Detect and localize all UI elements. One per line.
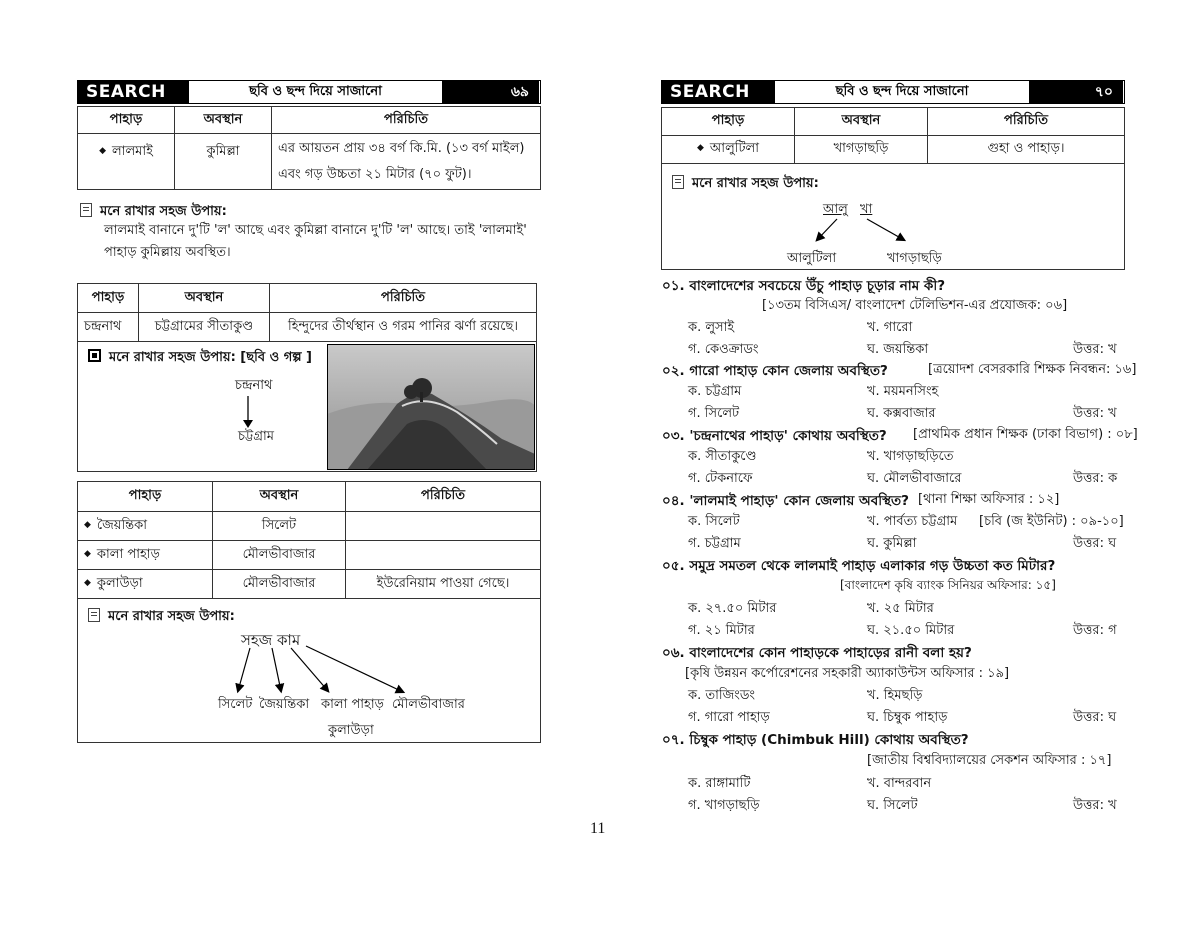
answer: উত্তর: গ [1073,623,1117,638]
option: গ. খাগড়াছড়ি [688,798,760,813]
cell-hill [78,541,213,570]
mnemonic-word: আলু [823,202,848,217]
answer: উত্তর: ঘ [1073,536,1117,551]
mnemonic-target: আলুটিলা [787,251,837,266]
option: গ. কেওক্রাডং [688,342,759,357]
hill-name: কালা পাহাড় [96,546,160,562]
cell-location: চট্টগ্রামের সীতাকুণ্ড [139,313,270,342]
memory-tip-box-chandranath [77,341,537,472]
cell-location: সিলেট [213,512,346,541]
mnemonic-root-word: সহজ কাম [241,631,301,649]
col-header-info: পরিচিতি [346,482,541,512]
cell-info [346,541,541,570]
option: ঘ. ২১.৫০ মিটার [867,623,955,638]
question-source: [১৩তম বিসিএস/ বাংলাদেশ টেলিভিশন-এর প্রযোজক: ০৬] [762,298,1068,313]
option: ঘ. মৌলভীবাজারে [867,471,962,486]
answer: উত্তর: খ [1073,798,1117,813]
mnemonic-top-word: চন্দ্রনাথ [235,378,273,393]
option: গ. টেকনাফে [688,471,753,486]
tip-text: লালমাই বানানে দু'টি 'ল' আছে এবং কুমিল্লা বানানে দু'টি 'ল' আছে। তাই 'লালমাই' [104,223,527,238]
cell-info [346,512,541,541]
cell-hill [78,134,175,190]
hill-photo [327,344,535,470]
question-text: ০৩. 'চন্দ্রনাথের পাহাড়' কোথায় অবস্থিত? [662,428,887,444]
col-header-hill: পাহাড় [78,482,213,512]
diamond-bullet-icon [84,518,97,533]
note-icon [80,203,92,217]
question-source: [প্রাথমিক প্রধান শিক্ষক (ঢাকা বিভাগ) : ০৮] [913,427,1138,442]
tip-title: মনে রাখার সহজ উপায়: [692,176,819,191]
tip-text: পাহাড় কুমিল্লায় অবস্থিত। [104,245,231,260]
mnemonic-last-word: কুলাউড়া [328,723,374,738]
chapter-title: ছবি ও ছন্দ দিয়ে সাজানো [188,81,442,103]
question-text: ০৪. 'লালমাই পাহাড়' কোন জেলায় অবস্থিত? [662,493,909,509]
diamond-bullet-icon [697,141,710,156]
hill-name: কুলাউড়া [96,575,143,591]
tip-title: মনে রাখার সহজ উপায়: [100,204,227,219]
diamond-bullet-icon [84,576,97,591]
right-header-bar [661,80,1125,104]
question-source: [কৃষি উন্নয়ন কর্পোরেশনের সহকারী অ্যাকাউন্টস অফিসার : ১৯] [685,666,1010,681]
hill-table-alutila [661,107,1125,164]
tip-title: মনে রাখার সহজ উপায়: [108,609,235,624]
option: ক. সীতাকুণ্ডে [688,449,757,464]
page-number-label: ৭০ [1029,81,1123,103]
col-header-location: অবস্থান [795,108,928,136]
option: ক. লুসাই [688,320,735,335]
col-header-info: পরিচিতি [270,284,537,313]
option: খ. খাগড়াছড়িতে [867,449,954,464]
option: ক. রাঙ্গামাটি [688,776,751,791]
question-text: ০১. বাংলাদেশের সবচেয়ে উঁচু পাহাড় চূড়ার নাম কী? [662,278,946,294]
mnemonic-target: জৈয়ন্তিকা [259,697,310,712]
answer: উত্তর: ক [1073,471,1118,486]
option: ক. তাজিংডং [688,688,755,703]
memory-tip-box-alutila [661,164,1125,270]
cell-location: মৌলভীবাজার [213,570,346,599]
option: ঘ. সিলেট [867,798,918,813]
answer: উত্তর: ঘ [1073,710,1117,725]
question-source: [জাতীয় বিশ্ববিদ্যালয়ের সেকশন অফিসার : ১৭] [867,753,1112,768]
option: খ. ময়মনসিংহ [867,384,939,399]
col-header-hill: পাহাড় [662,108,795,136]
mnemonic-target: মৌলভীবাজার [392,697,465,712]
cell-info: হিন্দুদের তীর্থস্থান ও গরম পানির ঝর্ণা রয়েছে। [270,313,537,342]
col-header-location: অবস্থান [213,482,346,512]
option: গ. গারো পাহাড় [688,710,770,725]
question-source: [বাংলাদেশ কৃষি ব্যাংক সিনিয়র অফিসার: ১৫] [840,578,1056,592]
cell-hill: চন্দ্রনাথ [78,313,139,342]
option: খ. হিমছড়ি [867,688,923,703]
question-text: ০৬. বাংলাদেশের কোন পাহাড়কে পাহাড়ের রানী বলা হয়? [662,645,972,661]
cell-hill [78,570,213,599]
cell-hill [662,136,795,164]
option: ক. ২৭.৫০ মিটার [688,601,777,616]
hill-name: লালমাই [112,144,153,159]
diamond-bullet-icon [99,144,112,159]
info-line: এর আয়তন প্রায় ৩৪ বর্গ কি.মি. (১৩ বর্গ মাইল) [278,140,525,156]
tip-title: মনে রাখার সহজ উপায়: [ছবি ও গল্প ] [109,350,312,365]
left-header-bar [77,80,541,104]
tip-heading [80,202,227,223]
col-header-info: পরিচিতি [928,108,1125,136]
cell-info: গুহা ও পাহাড়। [928,136,1125,164]
cell-location: খাগড়াছড়ি [795,136,928,164]
hill-name: আলুটিলা [709,141,760,156]
col-header-hill: পাহাড় [78,107,175,134]
mnemonic-target: খাগড়াছড়ি [887,251,942,266]
mnemonic-word: খা [860,202,873,217]
diamond-bullet-icon [84,547,97,562]
checkbox-square-icon [88,349,101,362]
question-text: ০২. গারো পাহাড় কোন জেলায় অবস্থিত? [662,363,888,379]
hill-table-sylhet [77,481,541,599]
mnemonic-target: সিলেট [218,697,253,712]
col-header-location: অবস্থান [139,284,270,313]
footer-page-number: 11 [590,820,606,837]
cell-hill [78,512,213,541]
option: ঘ. কুমিল্লা [867,536,917,551]
question-text: ০৫. সমুদ্র সমতল থেকে লালমাই পাহাড় এলাকার গড় উচ্চতা কত মিটার? [662,558,1056,574]
col-header-hill: পাহাড় [78,284,139,313]
info-line: এবং গড় উচ্চতা ২১ মিটার (৭০ ফুট)। [278,166,472,182]
option: গ. চট্টগ্রাম [688,536,741,551]
option: ক. সিলেট [688,514,740,529]
cell-info: ইউরেনিয়াম পাওয়া গেছে। [346,570,541,599]
answer: উত্তর: খ [1073,342,1117,357]
hill-name: জৈয়ন্তিকা [96,517,148,533]
option: গ. সিলেট [688,406,740,421]
mnemonic-target: কালা পাহাড় [321,697,384,712]
down-arrow-icon [238,394,258,430]
memory-tip-box-sylhet [77,598,541,743]
question-source: [চবি (জ ইউনিট) : ০৯-১০] [979,514,1124,529]
col-header-location: অবস্থান [175,107,272,134]
option: গ. ২১ মিটার [688,623,755,638]
search-label: SEARCH [662,81,774,103]
question-source: [ত্রয়োদশ বেসরকারি শিক্ষক নিবন্ধন: ১৬] [928,362,1137,377]
option: খ. ২৫ মিটার [867,601,934,616]
option: ঘ. চিম্বুক পাহাড় [867,710,948,725]
mnemonic-arrows [78,598,542,743]
option: খ. গারো [867,320,913,335]
cell-location: কুমিল্লা [175,134,272,190]
option: খ. বান্দরবান [867,776,932,791]
question-text: ০৭. চিম্বুক পাহাড় (Chimbuk Hill) কোথায় অবস্থিত? [662,732,969,748]
cell-info [272,134,541,190]
hill-table-chandranath [77,283,537,342]
mnemonic-bottom-word: চট্টগ্রাম [238,429,274,444]
chapter-title: ছবি ও ছন্দ দিয়ে সাজানো [774,81,1029,103]
col-header-info: পরিচিতি [272,107,541,134]
question-source: [থানা শিক্ষা অফিসার : ১২] [918,492,1060,507]
option: ঘ. জয়ন্তিকা [867,342,929,357]
search-label: SEARCH [78,81,188,103]
hill-table-lalmai [77,106,541,190]
option: ঘ. কক্সবাজার [867,406,936,421]
cell-location: মৌলভীবাজার [213,541,346,570]
page-number-label: ৬৯ [442,81,539,103]
tip-heading [88,348,312,369]
answer: উত্তর: খ [1073,406,1117,421]
option: ক. চট্টগ্রাম [688,384,742,399]
option: খ. পার্বত্য চট্টগ্রাম [867,514,958,529]
